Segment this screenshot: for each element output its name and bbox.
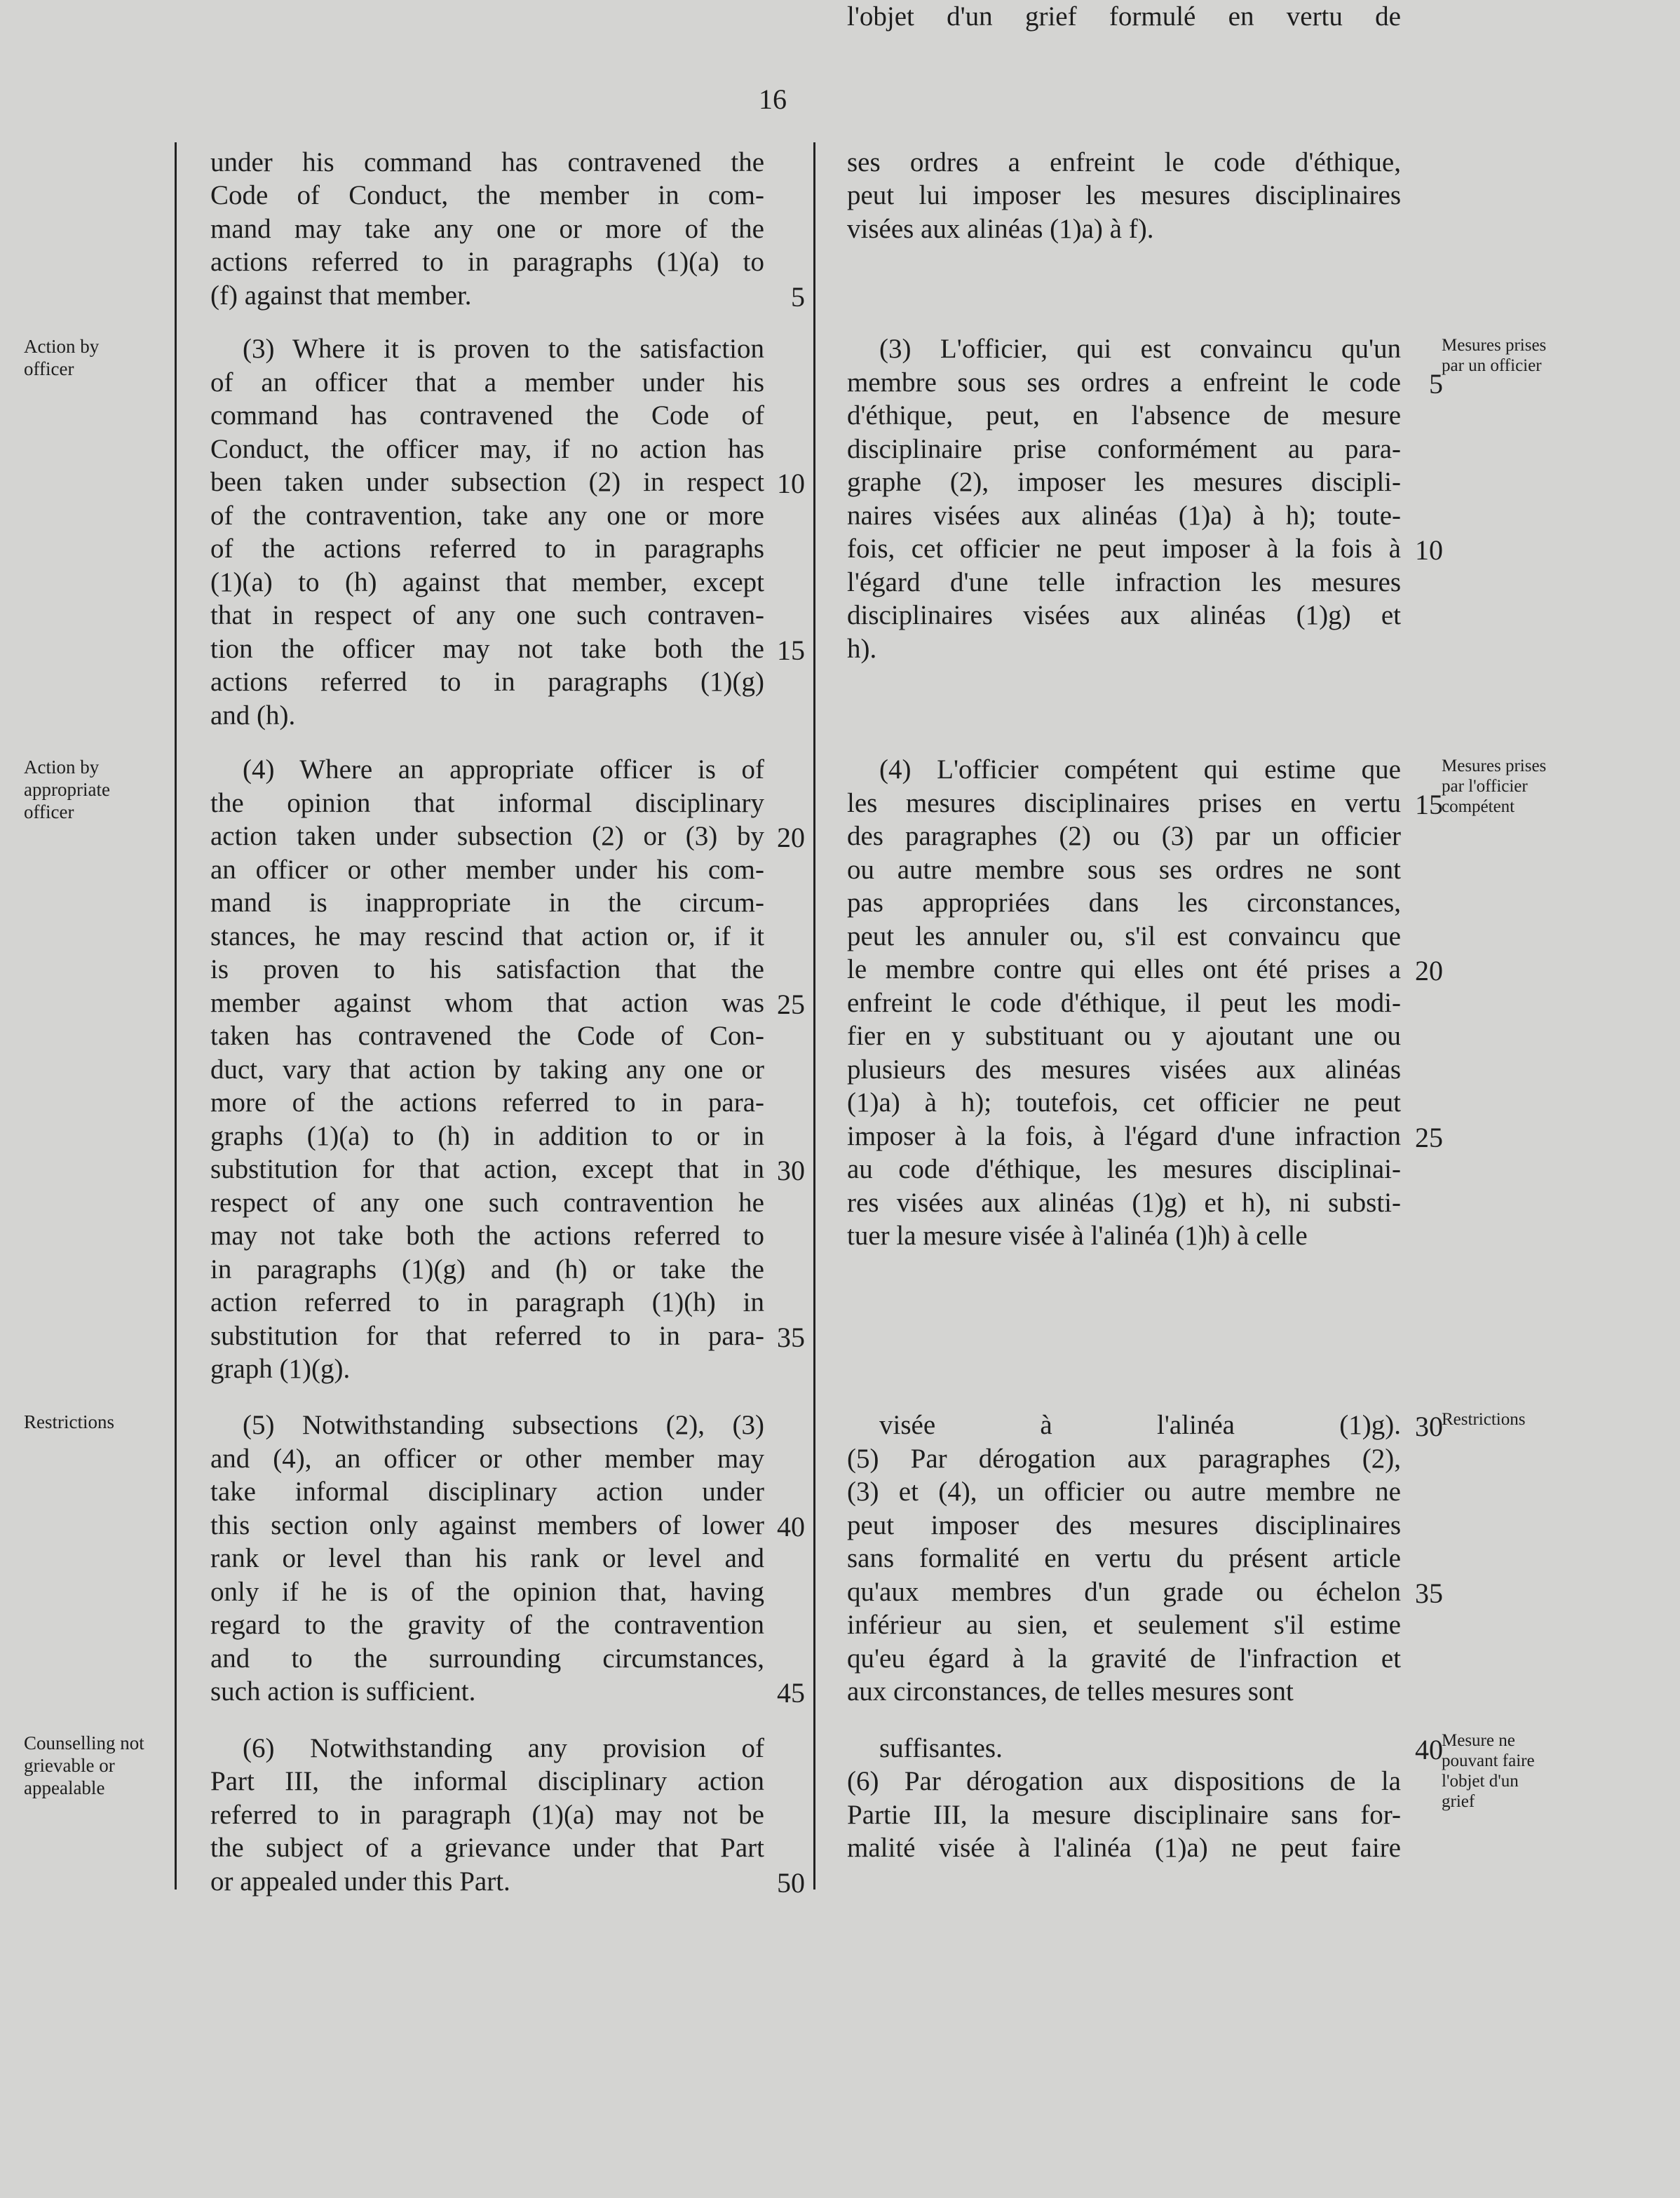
english-text-line: (4) Where an appropriate officer is of <box>243 754 764 785</box>
english-text-line: respect of any one such contravention he <box>210 1188 764 1218</box>
line-number: 5 <box>791 281 805 313</box>
line-number: 35 <box>1415 1578 1443 1609</box>
french-text-line: aux circonstances, de telles mesures sont <box>847 1676 1294 1707</box>
english-text-line: in paragraphs (1)(g) and (h) or take the <box>210 1254 764 1284</box>
english-text-line: Part III, the informal disciplinary action <box>210 1766 764 1796</box>
french-text-line: tuer la mesure visée à l'alinéa (1)h) à celle <box>847 1221 1308 1251</box>
french-text-line: le membre contre qui elles ont été prises a <box>847 954 1401 984</box>
margin-note-fr: Mesures prises par l'officier compétent <box>1442 757 1547 816</box>
french-text-line: des paragraphes (2) ou (3) par un officier <box>847 821 1401 851</box>
french-text-line: ses ordres a enfreint le code d'éthique, <box>847 147 1401 177</box>
english-text-line: command has contravened the Code of <box>210 400 764 430</box>
french-text-line: inférieur au sien, et seulement s'il estime <box>847 1610 1401 1640</box>
english-text-line: that in respect of any one such contraven- <box>210 600 764 630</box>
french-text-line: graphe (2), imposer les mesures discipli- <box>847 467 1401 497</box>
line-number: 50 <box>777 1867 805 1899</box>
margin-note-fr: Restrictions <box>1442 1410 1526 1429</box>
english-text-line: is proven to his satisfaction that the <box>210 954 764 984</box>
french-text-line: peut imposer des mesures disciplinaires <box>847 1510 1401 1540</box>
english-text-line: and to the surrounding circumstances, <box>210 1643 764 1674</box>
column-rule-center <box>813 142 815 1890</box>
english-text-line: mand may take any one or more of the <box>210 214 764 244</box>
french-text-line: fois, cet officier ne peut imposer à la fois à <box>847 534 1401 564</box>
french-text-line: disciplinaire prise conformément au para- <box>847 434 1401 464</box>
french-text-line: qu'aux membres d'un grade ou échelon <box>847 1577 1401 1607</box>
french-text-line: visées aux alinéas (1)a) à f). <box>847 214 1154 244</box>
french-text-line: disciplinaires visées aux alinéas (1)g) et <box>847 600 1401 630</box>
french-text-line: Partie III, la mesure disciplinaire sans for- <box>847 1800 1401 1830</box>
line-number: 15 <box>1415 789 1443 820</box>
french-text-line: h). <box>847 634 877 664</box>
french-text-line: suffisantes. <box>879 1733 1003 1763</box>
french-text-line: sans formalité en vertu du présent article <box>847 1543 1401 1573</box>
french-text-line: pas appropriées dans les circonstances, <box>847 888 1401 918</box>
french-text-line: imposer à la fois, à l'égard d'une infraction <box>847 1121 1401 1151</box>
french-text-line: fier en y substituant ou y ajoutant une ou <box>847 1021 1401 1051</box>
english-text-line: tion the officer may not take both the <box>210 634 764 664</box>
english-text-line: taken has contravened the Code of Con- <box>210 1021 764 1051</box>
line-number: 25 <box>1415 1122 1443 1153</box>
english-text-line: (f) against that member. <box>210 280 472 311</box>
line-number: 20 <box>1415 955 1443 986</box>
english-text-line: under his command has contravened the <box>210 147 764 177</box>
english-text-line: stances, he may rescind that action or, if it <box>210 921 764 951</box>
line-number: 25 <box>777 989 805 1020</box>
english-text-line: of the contravention, take any one or more <box>210 501 764 531</box>
english-text-line: of an officer that a member under his <box>210 367 764 398</box>
line-number: 30 <box>777 1155 805 1186</box>
margin-note-en: Restrictions <box>24 1411 114 1432</box>
french-text-line: l'égard d'une telle infraction les mesures <box>847 567 1401 597</box>
english-text-line: rank or level than his rank or level and <box>210 1543 764 1573</box>
french-text-line: peut lui imposer les mesures disciplinaires <box>847 180 1401 210</box>
english-text-line: more of the actions referred to in para- <box>210 1087 764 1118</box>
english-text-line: (1)(a) to (h) against that member, except <box>210 567 764 597</box>
column-rule-left <box>175 142 177 1890</box>
english-text-line: the subject of a grievance under that Part <box>210 1833 764 1863</box>
english-text-line: take informal disciplinary action under <box>210 1477 764 1507</box>
french-text-line: l'objet d'un grief formulé en vertu de <box>847 1 1401 32</box>
line-number: 35 <box>777 1322 805 1353</box>
english-text-line: such action is sufficient. <box>210 1676 476 1707</box>
margin-note-en: Action by officer <box>24 336 100 379</box>
english-text-line: (3) Where it is proven to the satisfaction <box>243 334 764 364</box>
page-number: 16 <box>759 83 787 115</box>
french-text-line: (3) et (4), un officier ou autre membre ne <box>847 1477 1401 1507</box>
english-text-line: substitution for that referred to in para- <box>210 1321 764 1351</box>
french-text-line: malité visée à l'alinéa (1)a) ne peut faire <box>847 1833 1401 1863</box>
english-text-line: mand is inappropriate in the circum- <box>210 888 764 918</box>
line-number: 45 <box>777 1677 805 1709</box>
english-text-line: actions referred to in paragraphs (1)(g) <box>210 667 764 697</box>
line-number: 40 <box>1415 1734 1443 1765</box>
french-text-line: (6) Par dérogation aux dispositions de la <box>847 1766 1401 1796</box>
english-text-line: actions referred to in paragraphs (1)(a) to <box>210 247 764 277</box>
french-text-line: les mesures disciplinaires prises en vertu <box>847 788 1401 818</box>
english-text-line: only if he is of the opinion that, having <box>210 1577 764 1607</box>
french-text-line: (1)a) à h); toutefois, cet officier ne peut <box>847 1087 1401 1118</box>
english-text-line: action taken under subsection (2) or (3) by <box>210 821 764 851</box>
french-text-line: (4) L'officier compétent qui estime que <box>879 754 1401 785</box>
english-text-line: substitution for that action, except that in <box>210 1154 764 1184</box>
english-text-line: been taken under subsection (2) in respect <box>210 467 764 497</box>
french-text-line: (3) L'officier, qui est convaincu qu'un <box>879 334 1401 364</box>
english-text-line: regard to the gravity of the contravention <box>210 1610 764 1640</box>
english-text-line: (6) Notwithstanding any provision of <box>243 1733 764 1763</box>
margin-note-fr: Mesures prises par un officier <box>1442 336 1547 375</box>
english-text-line: of the actions referred to in paragraphs <box>210 534 764 564</box>
english-text-line: graph (1)(g). <box>210 1354 351 1384</box>
french-text-line: visée à l'alinéa (1)g). <box>879 1410 1401 1440</box>
english-text-line: graphs (1)(a) to (h) in addition to or in <box>210 1121 764 1151</box>
french-text-line: peut les annuler ou, s'il est convaincu que <box>847 921 1401 951</box>
french-text-line: naires visées aux alinéas (1)a) à h); toute- <box>847 501 1401 531</box>
french-text-line: (5) Par dérogation aux paragraphes (2), <box>847 1444 1401 1474</box>
english-text-line: action referred to in paragraph (1)(h) in <box>210 1287 764 1317</box>
line-number: 10 <box>1415 534 1443 566</box>
english-text-line: and (4), an officer or other member may <box>210 1444 764 1474</box>
english-text-line: Conduct, the officer may, if no action has <box>210 434 764 464</box>
line-number: 5 <box>1429 368 1443 400</box>
english-text-line: may not take both the actions referred to <box>210 1221 764 1251</box>
english-text-line: member against whom that action was <box>210 988 764 1018</box>
french-text-line: qu'eu égard à la gravité de l'infraction et <box>847 1643 1401 1674</box>
french-text-line: ou autre membre sous ses ordres ne sont <box>847 855 1401 885</box>
line-number: 40 <box>777 1511 805 1542</box>
english-text-line: Code of Conduct, the member in com- <box>210 180 764 210</box>
english-text-line: (5) Notwithstanding subsections (2), (3) <box>243 1410 764 1440</box>
line-number: 15 <box>777 635 805 666</box>
line-number: 30 <box>1415 1411 1443 1442</box>
margin-note-en: Action by appropriate officer <box>24 757 110 822</box>
french-text-line: enfreint le code d'éthique, il peut les modi- <box>847 988 1401 1018</box>
french-text-line: au code d'éthique, les mesures disciplinai- <box>847 1154 1401 1184</box>
english-text-line: or appealed under this Part. <box>210 1866 510 1897</box>
english-text-line: the opinion that informal disciplinary <box>210 788 764 818</box>
french-text-line: membre sous ses ordres a enfreint le code <box>847 367 1401 398</box>
english-text-line: and (h). <box>210 700 296 731</box>
english-text-line: an officer or other member under his com- <box>210 855 764 885</box>
english-text-line: this section only against members of lower <box>210 1510 764 1540</box>
english-text-line: referred to in paragraph (1)(a) may not be <box>210 1800 764 1830</box>
french-text-line: res visées aux alinéas (1)g) et h), ni substi- <box>847 1188 1401 1218</box>
english-text-line: duct, vary that action by taking any one or <box>210 1054 764 1085</box>
margin-note-fr: Mesure ne pouvant faire l'objet d'un grief <box>1442 1731 1535 1811</box>
french-text-line: d'éthique, peut, en l'absence de mesure <box>847 400 1401 430</box>
line-number: 10 <box>777 468 805 499</box>
french-text-line: plusieurs des mesures visées aux alinéas <box>847 1054 1401 1085</box>
line-number: 20 <box>777 822 805 853</box>
margin-note-en: Counselling not grievable or appealable <box>24 1732 144 1798</box>
